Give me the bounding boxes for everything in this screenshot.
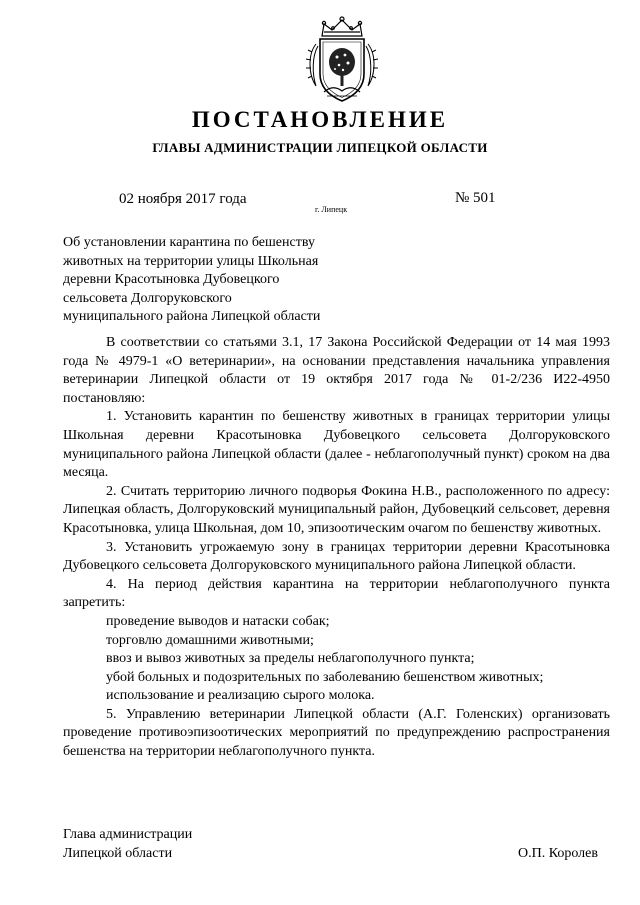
document-subject <box>63 234 363 327</box>
subject-line: животных на территории улицы Школьная <box>63 253 319 269</box>
lipetsk-coat-of-arms-icon <box>302 14 382 106</box>
document-date: 02 ноября 2017 года <box>119 191 247 207</box>
signer-position-line: Глава администрации <box>63 827 193 842</box>
item-4-paragraph: 4. На период действия карантина на территории неблагополучного пункта запретить: <box>63 576 610 611</box>
prohibition-item: ввоз и вывоз животных за пределы неблагополучного пункта; <box>106 651 475 667</box>
subject-line: муниципального района Липецкой области <box>63 309 321 325</box>
document-place: г. Липецк <box>315 205 348 214</box>
item-5-paragraph: 5. Управлению ветеринарии Липецкой области (А.Г. Голенских) организовать проведение противоэпизоотических мероприятий по предупреждению распространения бешенства на территории неблагополучного пункта. <box>63 706 610 760</box>
preamble-paragraph: В соответствии со статьями 3.1, 17 Закона Российской Федерации от 14 мая 1993 года № 4979-1 «О ветеринарии», на основании представления начальника управления ветеринарии Липецкой области от 19 октября 2017 года № 01-2/236 И22-4950 постановляю: <box>63 335 610 406</box>
item-3-paragraph: 3. Установить угрожаемую зону в границах территории деревни Красотыновка Дубовецкого сельсовета Долгоруковского муниципального района Липецкой области. <box>63 539 610 574</box>
item-2-paragraph: 2. Считать территорию личного подворья Фокина Н.В., расположенного по адресу: Липецкая область, Долгоруковский муниципальный район, Дубовецкий сельсовет, деревня Красотыновка, улица Школьная, дом 10, эпизоотическим очагом по бешенству животных. <box>63 483 610 536</box>
subject-line: сельсовета Долгоруковского <box>63 290 232 306</box>
prohibition-item: проведение выводов и натаски собак; <box>106 613 330 629</box>
subject-line: деревни Красотыновка Дубовецкого <box>63 272 280 288</box>
signer-position-line: Липецкой области <box>63 845 173 861</box>
prohibition-item: торговлю домашними животными; <box>106 632 314 648</box>
signer-name: О.П. Королев <box>518 846 598 861</box>
subject-line: Об установлении карантина по бешенству <box>63 235 315 250</box>
signer-position <box>63 826 192 863</box>
item-1-paragraph: 1. Установить карантин по бешенству животных в границах территории улицы Школьная деревни Красотыновка Дубовецкого сельсовета Долгоруковского муниципального района Липецкой области (далее - неблагополучный пункт) сроком на два месяца. <box>63 409 610 481</box>
document-title: ПОСТАНОВЛЕНИЕ <box>191 107 449 132</box>
prohibition-item: использование и реализацию сырого молока. <box>106 688 375 704</box>
prohibition-item: убой больных и подозрительных по заболеванию бешенством животных; <box>106 669 544 685</box>
document-subtitle: ГЛАВЫ АДМИНИСТРАЦИИ ЛИПЕЦКОЙ ОБЛАСТИ <box>152 140 488 155</box>
document-number: № 501 <box>455 190 496 206</box>
document-body <box>63 334 610 762</box>
